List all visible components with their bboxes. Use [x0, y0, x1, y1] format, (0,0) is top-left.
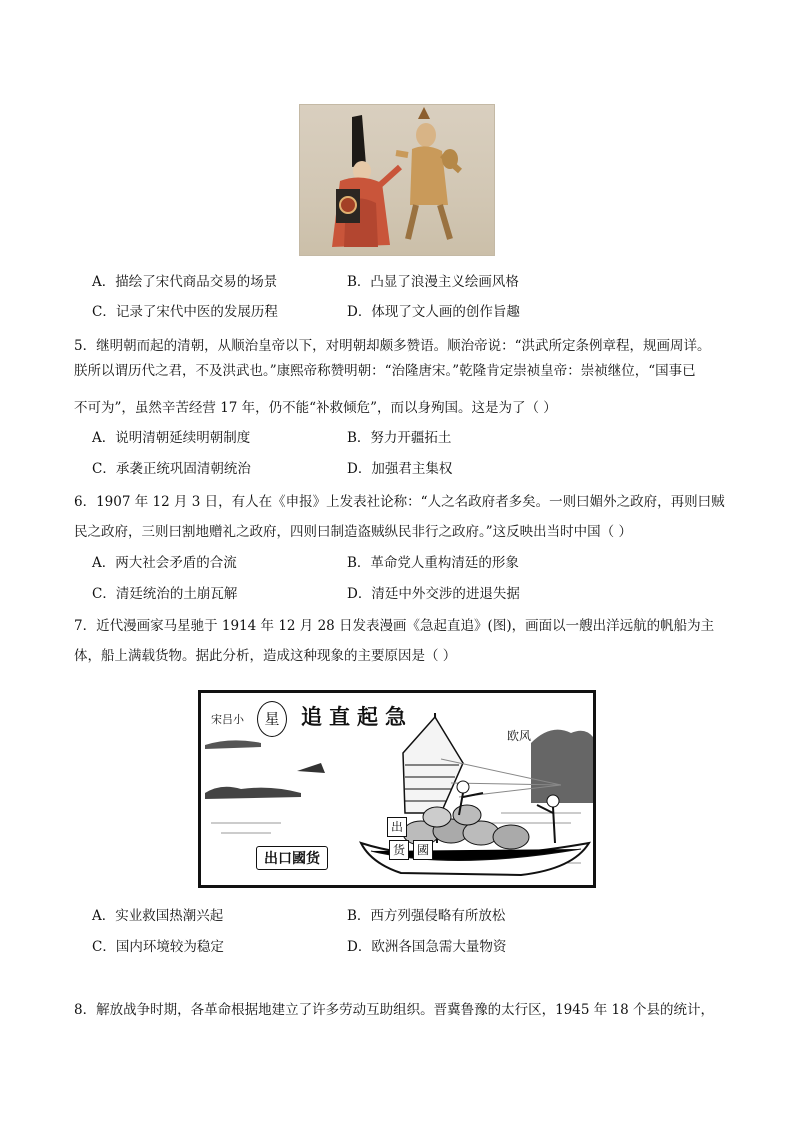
q6-stem-line-2: 民之政府，三则曰割地赠礼之政府，四则曰制造盗贼纵民非行之政府。”这反映出当时中国（ ） [74, 524, 632, 540]
cartoon-wind-label: 欧风 [507, 729, 532, 743]
q5-option-c: C．承袭正统巩固清朝统治 [92, 461, 251, 477]
q5-option-b: B．努力开疆拓土 [347, 430, 452, 446]
cargo-box-label-1: 出 [387, 817, 407, 837]
q7-stem-line-1: 7．近代漫画家马星驰于 1914 年 12 月 28 日发表漫画《急起直追》(图)，画面以一艘出洋远航的帆船为主 [74, 618, 715, 634]
q6-option-d: D．清廷中外交涉的进退失据 [347, 586, 520, 602]
cartoon-star-seal: 星 [257, 701, 287, 737]
q6-option-c: C．清廷统治的土崩瓦解 [92, 586, 238, 602]
q7-option-d: D．欧洲各国急需大量物资 [347, 939, 507, 955]
cartoon-image [198, 690, 596, 888]
q4-option-c: C．记录了宋代中医的发展历程 [92, 304, 278, 320]
painting-figures-illustration [300, 105, 494, 255]
song-painting-image [299, 104, 495, 256]
q5-stem-line-1: 5．继明朝而起的清朝，从顺治皇帝以下，对明朝却颇多赞语。顺治帝说：“洪武所定条例章程，规画周详。 [74, 338, 711, 354]
q5-option-a: A．说明清朝延续明朝制度 [92, 430, 251, 446]
q6-stem-line-1: 6．1907 年 12 月 3 日，有人在《申报》上发表社论称：“人之名政府者多矣。一则曰媚外之政府，再则曰贼 [74, 494, 725, 510]
q4-option-a: A．描绘了宋代商品交易的场景 [92, 274, 278, 290]
q6-option-b: B．革命党人重构清廷的形象 [347, 555, 519, 571]
cartoon-export-label: 出口國货 [256, 846, 328, 870]
q4-option-d: D．体现了文人画的创作旨趣 [347, 304, 520, 320]
cargo-box-label-3: 國 [413, 840, 433, 860]
cartoon-author: 宋吕小 [211, 713, 244, 726]
q4-option-b: B．凸显了浪漫主义绘画风格 [347, 274, 519, 290]
q5-stem-line-3: 不可为”，虽然辛苦经营 17 年，仍不能“补救倾危”，而以身殉国。这是为了（ ） [74, 400, 557, 416]
q7-stem-line-2: 体，船上满载货物。据此分析，造成这种现象的主要原因是（ ） [74, 648, 457, 664]
q7-option-b: B．西方列强侵略有所放松 [347, 908, 506, 924]
q5-stem-line-2: 朕所以谓历代之君，不及洪武也。”康熙帝称赞明朝：“治隆唐宋。”乾隆肯定崇祯皇帝：崇祯继位，“国事已 [74, 363, 696, 379]
cargo-box-label-2: 货 [389, 840, 409, 860]
q5-option-d: D．加强君主集权 [347, 461, 453, 477]
q7-option-c: C．国内环境较为稳定 [92, 939, 224, 955]
q7-option-a: A．实业救国热潮兴起 [92, 908, 224, 924]
q6-option-a: A．两大社会矛盾的合流 [92, 555, 237, 571]
q8-stem-line-1: 8．解放战争时期，各革命根据地建立了许多劳动互助组织。晋冀鲁豫的太行区，1945 年 18 个县的统计， [74, 1002, 714, 1018]
cartoon-title: 追直起急 [301, 704, 413, 729]
